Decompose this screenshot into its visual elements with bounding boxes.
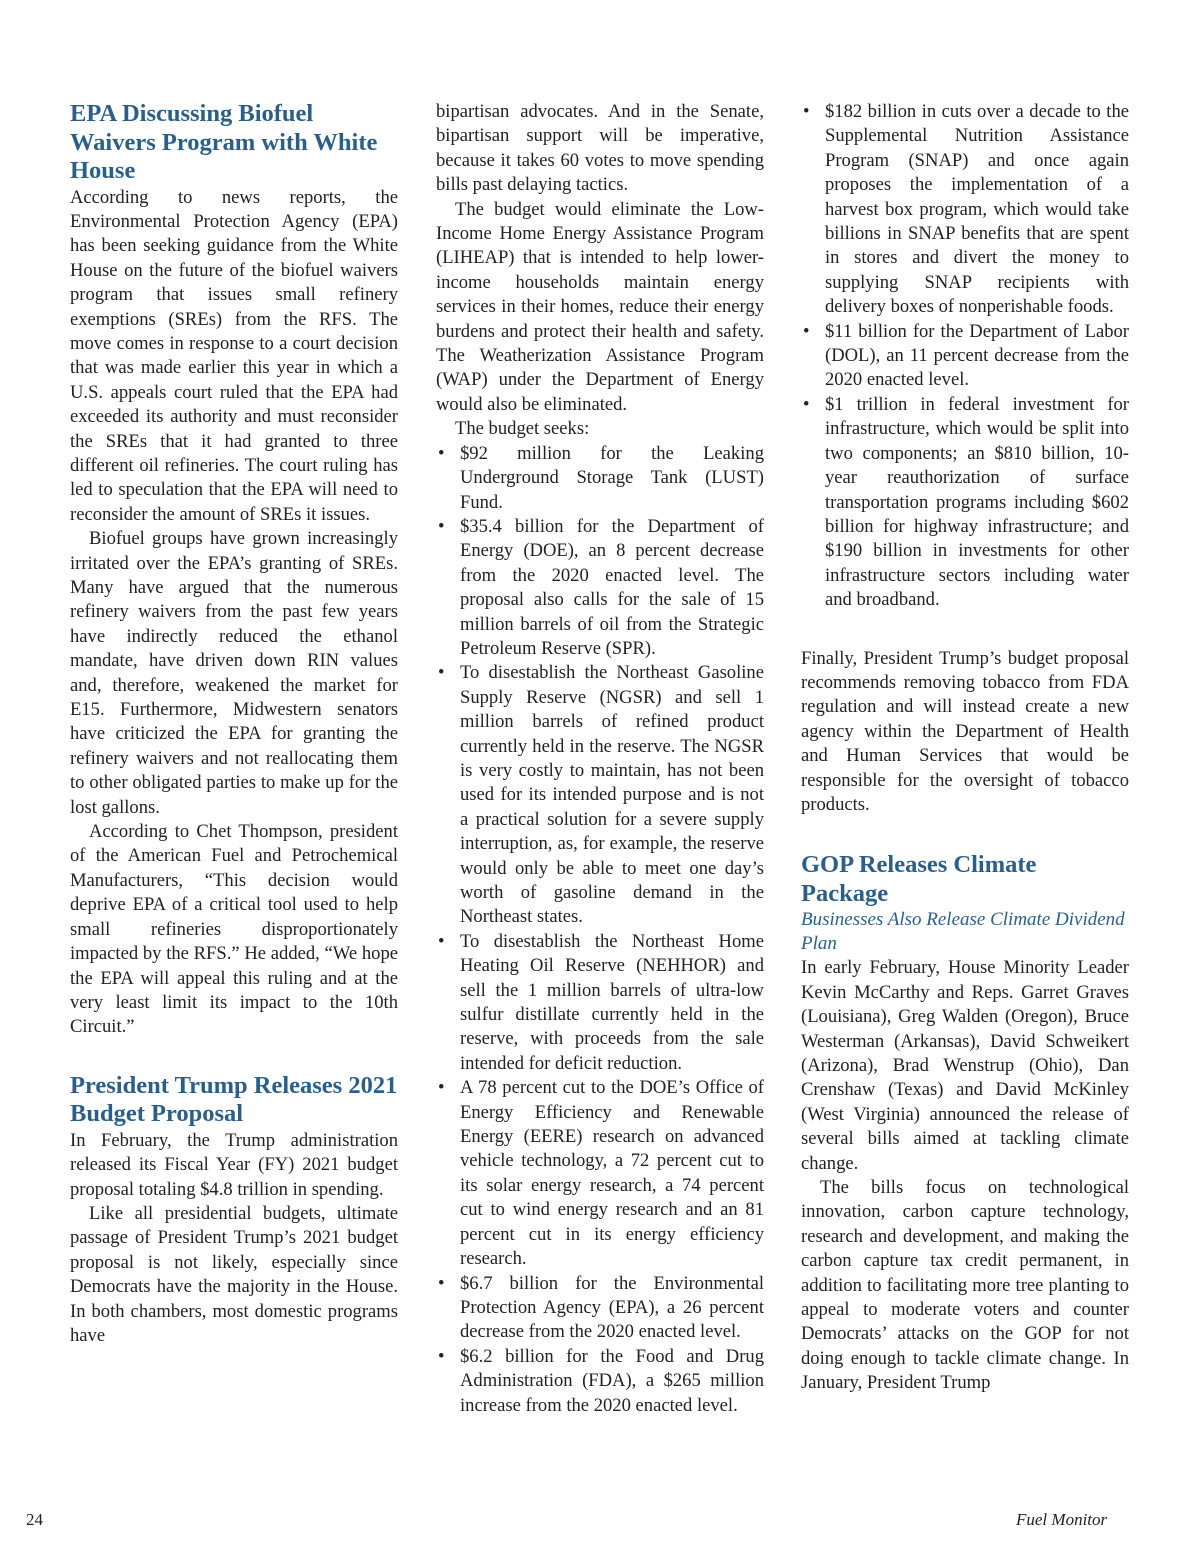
paragraph: According to news reports, the Environmental Protection Agency (EPA) has been seeking guidance from the White House on the future of the biofuel waivers program that issues small refinery exemptions (SREs) from the RFS. The move comes in response to a court decision that was made earlier this year in which a U.S. appeals court ruled that the EPA had exceeded its authority and must reconsider the SREs that it had granted to three different oil refineries. The court ruling has led to speculation that the EPA will need to reconsider the amount of SREs it issues. [70, 186, 398, 525]
budget-bullet-list [436, 442, 764, 1418]
paragraph: The budget seeks: [455, 418, 590, 440]
bullet-item: • $1 trillion in federal investment for infrastructure, which would be split into two components; an $810 billion, 10-year reauthorization of surface transportation programs including $602 billion for highway infrastructure; and $190 billion in investments for other infrastructure sectors including water and broadband. [801, 393, 1129, 613]
article-subheading: Businesses Also Release Climate Dividend Plan [801, 909, 1125, 955]
paragraph: Biofuel groups have grown increasingly irritated over the EPA’s granting of SREs. Many have argued that the numerous refinery waivers from the past few years have indirectly reduced the ethanol mandate, have driven down RIN values and, therefore, weakened the market for E15. Furthermore, Midwestern senators have criticized the EPA for granting the refinery waivers and not reallocating them to other obligated parties to make up for the lost gallons. [70, 528, 398, 818]
paragraph: The bills focus on technological innovation, carbon capture technology, research and development, and making the carbon capture tax credit permanent, in addition to facilitating more tree planting to appeal to moderate voters and counter Democrats’ attacks on the GOP for not doing enough to tackle climate change. In January, President Trump [801, 1177, 1129, 1394]
publication-name: Fuel Monitor [1016, 1510, 1108, 1529]
paragraph: According to Chet Thompson, president of the American Fuel and Petrochemical Manufacturers, “This decision would deprive EPA of a critical tool used to help small refineries disproportionately impacted by the RFS.” He added, “We hope the EPA will appeal this ruling and at the very least limit its impact to the 10th Circuit.” [70, 821, 398, 1038]
paragraph: In February, the Trump administration released its Fiscal Year (FY) 2021 budget proposal totaling $4.8 trillion in spending. [70, 1129, 398, 1200]
column-middle [436, 100, 764, 1418]
page-number: 24 [26, 1510, 43, 1529]
bullet-item: • $6.7 billion for the Environmental Protection Agency (EPA), a 26 percent decrease from the 2020 enacted level. [436, 1272, 764, 1345]
bullet-item: • $6.2 billion for the Food and Drug Administration (FDA), a $265 million increase from the 2020 enacted level. [436, 1345, 764, 1418]
article-heading-epa-biofuel: EPA Discussing Biofuel Waivers Program with White House [70, 100, 378, 184]
article-heading-gop-climate: GOP Releases Climate Package [801, 851, 1037, 907]
article-heading-trump-budget: President Trump Releases 2021 Budget Proposal [70, 1071, 398, 1128]
paragraph: Finally, President Trump’s budget proposal recommends removing tobacco from FDA regulation and will instead create a new agency within the Department of Health and Human Services that would be responsible for the oversight of tobacco products. [801, 647, 1129, 815]
bullet-item: • $92 million for the Leaking Underground Storage Tank (LUST) Fund. [436, 442, 764, 515]
budget-bullet-list-continued [801, 100, 1129, 613]
paragraph: The budget would eliminate the Low-Income Home Energy Assistance Program (LIHEAP) that is intended to help lower-income households maintain energy services in their homes, reduce their energy burdens and protect their health and safety. The Weatherization Assistance Program (WAP) under the Department of Energy would also be eliminated. [436, 198, 764, 415]
bullet-item: • To disestablish the Northeast Home Heating Oil Reserve (NEHHOR) and sell the 1 million barrels of ultra-low sulfur distillate currently held in the reserve, with proceeds from the sale intended for deficit reduction. [436, 930, 764, 1076]
bullet-item: • To disestablish the Northeast Gasoline Supply Reserve (NGSR) and sell 1 million barrels of refined product currently held in the reserve. The NGSR is very costly to maintain, has not been used for its intended purpose and is not a practical solution for a severe supply interruption, as, for example, the reserve would only be able to meet one day’s worth of gasoline demand in the Northeast states. [436, 661, 764, 929]
bullet-item: • $182 billion in cuts over a decade to the Supplemental Nutrition Assistance Program (SNAP) and once again proposes the implementation of a harvest box program, which would take billions in SNAP benefits that are spent in stores and divert the money to supplying SNAP recipients with delivery boxes of nonperishable foods. [801, 100, 1129, 320]
bullet-item: • $35.4 billion for the Department of Energy (DOE), an 8 percent decrease from the 2020 enacted level. The proposal also calls for the sale of 15 million barrels of oil from the Strategic Petroleum Reserve (SPR). [436, 515, 764, 661]
paragraph: Like all presidential budgets, ultimate passage of President Trump’s 2021 budget proposal is not likely, especially since Democrats have the majority in the House. In both chambers, most domestic programs have [70, 1202, 398, 1346]
column-left [70, 100, 398, 1348]
bullet-item: • $11 billion for the Department of Labor (DOL), an 11 percent decrease from the 2020 enacted level. [801, 320, 1129, 393]
bullet-item: • A 78 percent cut to the DOE’s Office of Energy Efficiency and Renewable Energy (EERE) research on advanced vehicle technology, a 72 percent cut to its solar energy research, a 74 percent cut to wind energy research and an 81 percent cut in its energy efficiency research. [436, 1076, 764, 1271]
paragraph: In early February, House Minority Leader Kevin McCarthy and Reps. Garret Graves (Louisiana), Greg Walden (Oregon), Bruce Westerman (Arkansas), David Schweikert (Arizona), Brad Wenstrup (Ohio), Dan Crenshaw (Texas) and David McKinley (West Virginia) announced the release of several bills aimed at tackling climate change. [801, 957, 1129, 1174]
column-right [801, 100, 1129, 1396]
paragraph: bipartisan advocates. And in the Senate, bipartisan support will be imperative, because it takes 60 votes to move spending bills past delaying tactics. [436, 101, 764, 196]
